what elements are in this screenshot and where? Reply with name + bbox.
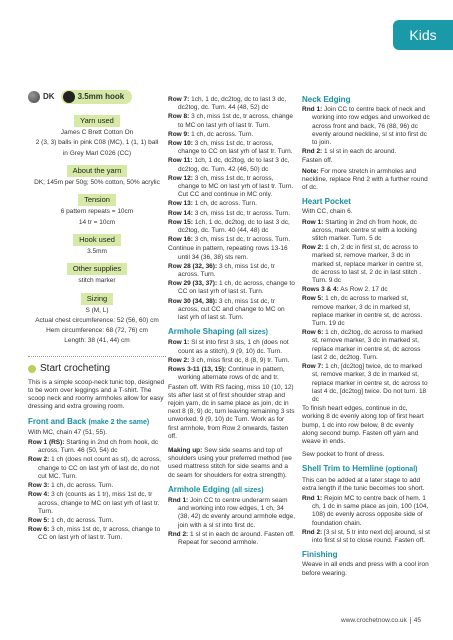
- edging-rows: [168, 497, 296, 547]
- body-rows: [168, 96, 296, 322]
- pattern-row: Row 16: 3 ch, miss 1st dc, tr across. Turn.: [168, 236, 291, 244]
- pattern-column-3: [302, 96, 430, 580]
- about-yarn-label: About the yarn: [67, 165, 128, 177]
- shell-rows: [302, 495, 430, 545]
- pattern-row: Row 15: 1ch, 1 dc, dc2tog, dc to last 3 dc, dc2tog, dc. Turn. 40 (44, 48) dc: [168, 218, 290, 235]
- sizing-line: Hem circumference: 68 (72, 76) cm: [46, 327, 148, 335]
- finishing-text: Weave in all ends and press with a cool iron before wearing.: [302, 561, 429, 577]
- note-text: Note: For more stretch in armholes and neckline, replace Rnd 2 with a further round of dc.: [302, 167, 428, 192]
- about-yarn-text: DK; 145m per 50g; 50% cotton, 50% acrylic: [34, 179, 160, 187]
- armhole-rows: [168, 339, 296, 382]
- yarn-used-label: Yarn used: [74, 115, 120, 127]
- pattern-row: Row 13: 1 ch, dc across. Turn.: [168, 200, 257, 208]
- yarn-ball-icon: [28, 91, 40, 103]
- pattern-row: Row 3: 1 ch, dc across. Turn.: [28, 482, 114, 490]
- yarn-line: James C Brett Cotton On: [60, 129, 134, 137]
- sizing-line: Length: 38 (41, 44) cm: [64, 337, 130, 345]
- armhole-text: Fasten off. With RS facing, miss 10 (10, 12) sts after last st of first shoulder strap and rejoin yarn, dc in same place as join, dc in next 8 (8, 9) dc, turn leaving remaining 3 sts unworked. 9 (9, 10) dc Turn. Work as for first armhole, from Row 2 onwards, fasten off.: [168, 383, 295, 440]
- shell-text: This can be added at a later stage to add extra length if the tunic becomes too short.: [302, 476, 425, 492]
- footer-url: www.crochetnow.co.uk: [341, 617, 407, 624]
- pattern-row: Row 11: 1ch, 1 dc, dc2tog, dc to last 3 dc, dc2tog, dc. Turn. 42 (46, 50) dc: [168, 157, 290, 173]
- pattern-row: Row 6: 1 ch, dc2tog, dc across to marked st, remove marker, 3 dc in marked st, replace marker in centre st, dc across last 2 dc, dc2tog. Turn.: [302, 329, 423, 361]
- neck-after: Fasten off.: [302, 157, 333, 165]
- pattern-row: Row 7: 1 ch, [dc2tog] twice, dc to marked st, remove marker, 3 dc in marked st, replace marker in centre st, dc across to last 4 dc, [dc2tog] twice. Do not turn. 18 dc: [302, 363, 428, 403]
- pocket-sew: Sew pocket to front of dress.: [302, 451, 385, 459]
- tension-line: 6 pattern repeats = 10cm: [60, 208, 134, 216]
- pattern-row: Row 28 (32, 36): 3 ch, miss 1st dc, tr across. Turn.: [168, 262, 275, 279]
- armhole-edging-heading: Armhole Edging (all sizes): [168, 484, 264, 494]
- pattern-row: Row 1: Starting in 2nd ch from hook, dc across, mark centre st with a locking stitch marker. Turn. 5 dc: [302, 218, 417, 243]
- pattern-row: Rows 3-11 (13, 15): Continue in pattern, working alternate rows of dc and tr.: [168, 366, 285, 382]
- front-back-intro: With MC, chain 47 (51, 55).: [28, 428, 108, 436]
- supplies-label: Other supplies: [67, 263, 127, 275]
- front-back-heading: Front and Back (make 2 the same): [28, 416, 150, 426]
- pattern-column-2: [168, 96, 296, 548]
- pattern-row: Row 2: 3 ch, miss first dc, 8 (8, 9) tr. Turn.: [168, 356, 290, 364]
- pattern-row: Row 14: 3 ch, miss 1st dc, tr across. Turn.: [168, 209, 291, 217]
- tension-label: Tension: [78, 194, 116, 206]
- pattern-row: Rnd 1: Join CC to centre underarm seam and working into row edges, 1 ch, 34 (38, 42) dc evenly around armhole edge, join with a sl st into first dc.: [168, 496, 296, 529]
- armhole-heading: Armhole Shaping (all sizes): [168, 327, 268, 337]
- pattern-row: Continue in pattern, repeating rows 13-16 until 34 (36, 38) sts rem.: [168, 245, 288, 261]
- pattern-row: Row 1: Sl st into first 3 sts, 1 ch (does not count as a stitch), 9 (9, 10) dc. Turn.: [168, 339, 289, 355]
- pattern-row: Row 29 (33, 37): 1 ch, dc across, change to CC on last yrh of last st. Turn.: [168, 280, 295, 296]
- pattern-row: Row 5: 1 ch, dc across. Turn.: [28, 516, 114, 524]
- pocket-intro: With CC, chain 6.: [302, 208, 353, 216]
- hook-used-text: 3.5mm: [87, 248, 107, 256]
- pattern-row: Row 30 (34, 38): 3 ch, miss 1st dc, tr across, cut CC and change to MC on last yrh of last st. Turn.: [168, 297, 285, 322]
- hook-used-label: Hook used: [73, 234, 121, 246]
- sizing-label: Sizing: [81, 293, 113, 305]
- pattern-row: Row 12: 3 ch, miss 1st dc, tr across, change to MC on last yrh of last tr. Turn. Cut CC and continue in MC only.: [168, 174, 294, 199]
- dk-badge: [28, 91, 55, 103]
- pattern-row: Rnd 1: Rejoin MC to centre back of hem. 1 ch, 1 dc in same place as join, 100 (104, 108) dc evenly across opposite side of foundation chain.: [302, 494, 429, 527]
- yarn-line: 2 (3, 3) balls in pink C08 (MC), 1 (1, 1) ball: [35, 139, 159, 147]
- hook-badge-label: 3.5mm hook: [77, 91, 125, 101]
- bullet-icon: [28, 365, 36, 373]
- hook-badge: [61, 90, 133, 104]
- pattern-row: Rnd 2: 1 sl st in each dc around.: [302, 148, 397, 156]
- materials-column: [28, 90, 166, 544]
- page-number: 45: [410, 617, 421, 624]
- neck-heading: Neck Edging: [302, 95, 351, 104]
- supplies-text: stitch marker: [78, 277, 116, 285]
- pocket-heading: Heart Pocket: [302, 197, 351, 207]
- hook-icon: [63, 91, 75, 103]
- pattern-row: Rnd 2: 1 sl st in each dc around. Fasten off. Repeat for second armhole.: [168, 530, 295, 546]
- pattern-row: Rnd 2: [3 sl st, 5 tr into next dc] around, sl st into first sl st to close round. Fasten off.: [302, 528, 430, 544]
- making-up-text: Making up: Sew side seams and top of shoulders using your preferred method (we used mattress stitch for side seams and a dc seam for shoulders for extra strength).: [168, 446, 292, 479]
- intro-text: This is a simple scoop-neck tunic top, designed to be worn over leggings and a T-shirt. The scoop neck and roomy armholes allow for easy dressing and extra growing room.: [28, 378, 165, 411]
- pattern-row: Rnd 1: Join CC to centre back of neck and working into row edges and unworked dc across front and back, 76 (88, 96) dc evenly around neckline, sl st into first dc to join.: [302, 106, 430, 147]
- start-heading: [28, 362, 166, 374]
- pattern-row: Row 9: 1 ch, dc across. Turn.: [168, 130, 254, 138]
- neck-rows: [302, 106, 430, 156]
- pattern-row: Row 1 (RS): Starting in 2nd ch from hook, dc across. Turn. 46 (50, 54) dc: [28, 439, 159, 455]
- pocket-text: To finish heart edges, continue in dc, working 8 dc evenly along top of first heart bump, 1 dc into row below, 8 dc evenly along second bump. Fasten off yarn and weave in ends.: [302, 405, 424, 445]
- pattern-row: Row 2: 1 ch, 2 dc in first st, dc across to marked st, remove marker, 3 dc in marked st, replace marker in centre st, dc across to last st, 2 dc in last stitch . Turn. 9 dc: [302, 244, 423, 285]
- pattern-row: Row 8: 3 ch, miss 1st dc, tr across, change to MC on last yrh of last tr. Turn.: [168, 113, 293, 129]
- sizing-line: S (M, L): [85, 306, 109, 314]
- pattern-row: Row 7: 1ch, 1 dc, dc2tog, dc to last 3 dc, dc2tog, dc. Turn. 44 (48, 52) dc: [168, 96, 287, 112]
- dk-label: DK: [43, 91, 55, 101]
- pocket-rows: [302, 219, 430, 404]
- badges: [28, 90, 166, 104]
- shell-heading: Shell Trim to Hemline (optional): [302, 464, 418, 474]
- divider: [28, 356, 166, 357]
- pattern-row: Row 2: 1 ch (does not count as st), dc across, change to CC on last yrh of last dc, do not cut MC. Turn.: [28, 456, 161, 480]
- yarn-used-section: [28, 110, 166, 346]
- finishing-heading: Finishing: [302, 550, 338, 560]
- tension-line: 14 tr = 10cm: [78, 218, 116, 226]
- section-tab: Kids: [393, 20, 453, 50]
- pattern-row: Row 6: 3 ch, miss 1st dc, tr across, change to CC on last yrh of last tr. Turn.: [28, 526, 161, 542]
- pattern-row: Rows 3 & 4: As Row 2. 17 dc: [302, 286, 388, 294]
- yarn-line: in Grey Marl C026 (CC): [62, 149, 132, 157]
- pattern-row: Row 4: 3 ch (counts as 1 tr), miss 1st dc, tr across, change to MC on last yrh of last tr. Turn.: [28, 491, 160, 515]
- start-title: Start crocheting: [40, 362, 111, 374]
- front-back-rows: [28, 439, 166, 542]
- pattern-row: Row 10: 3 ch, miss 1st dc, tr across, change to CC on last yrh of last tr. Turn.: [168, 140, 293, 156]
- page-footer: [341, 617, 421, 624]
- sizing-line: Actual chest circumference: 52 (56, 60) cm: [35, 317, 159, 325]
- pattern-row: Row 5: 1 ch, dc across to marked st, remove marker, 3 dc in marked st, replace marker in centre st, dc across. Turn. 19 dc: [302, 295, 423, 328]
